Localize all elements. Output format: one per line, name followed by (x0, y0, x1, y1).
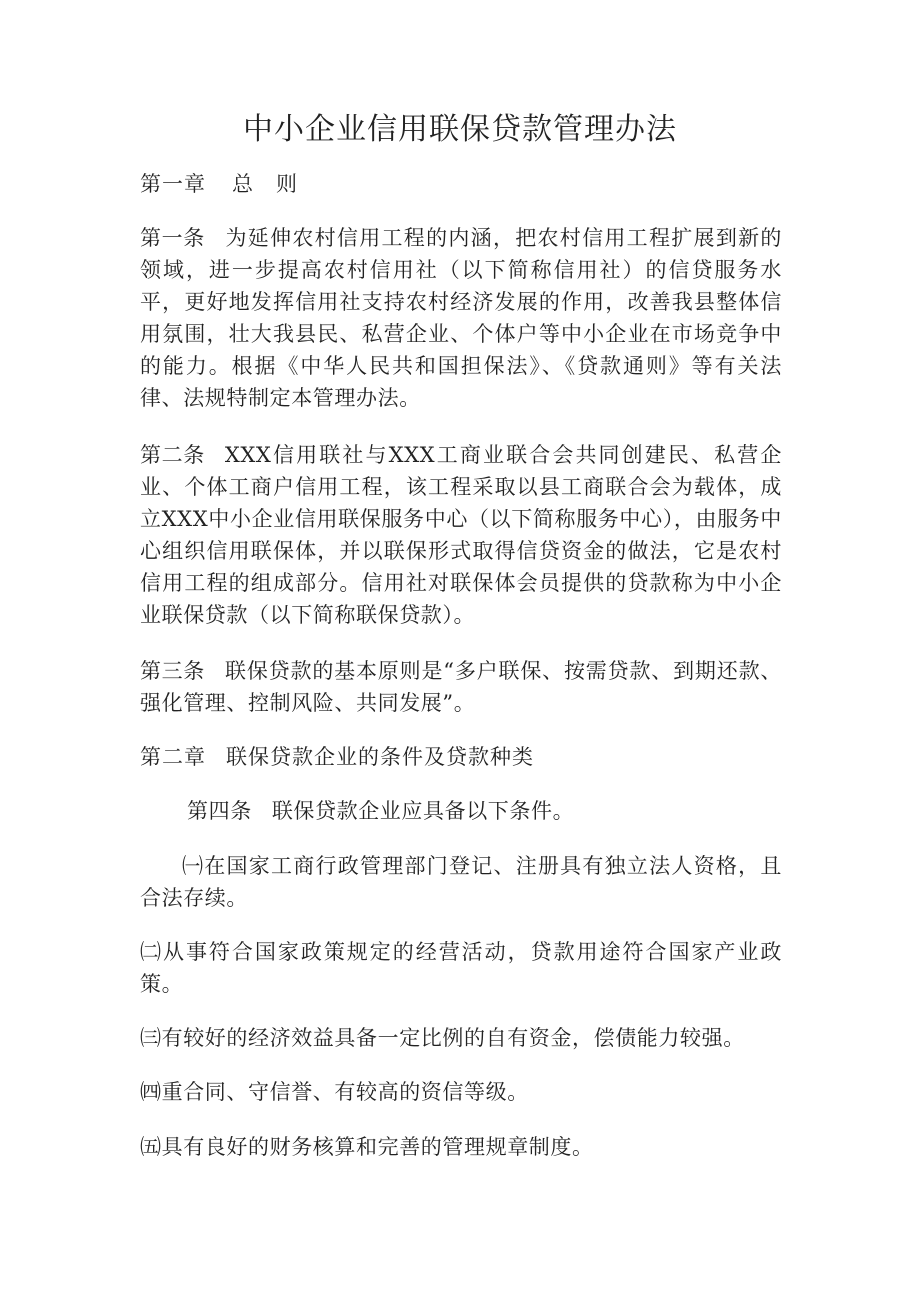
list-item: ㈠在国家工商行政管理部门登记、注册具有独立法人资格，且合法存续。 (140, 854, 782, 910)
article-4 (140, 795, 782, 827)
chapter-2-name: 联保贷款企业的条件及贷款种类 (226, 745, 534, 769)
list-item: ㈢有较好的经济效益具备一定比例的自有资金，偿债能力较强。 (140, 1026, 745, 1050)
article-4-text: 联保贷款企业应具备以下条件。 (271, 799, 575, 823)
list-item: ㈣重合同、守信誉、有较高的资信等级。 (140, 1080, 529, 1104)
chapter-1-heading (140, 168, 782, 200)
article-1-text: 为延伸农村信用工程的内涵，把农村信用工程扩展到新的领域，进一步提高农村信用社（以下简称信用社）的信贷服务水平，更好地发挥信用社支持农村经济发展的作用，改善我县整体信用氛围，壮大我县民、私营企业、个体户等中小企业在市场竞争中的能力。根据《中华人民共和国担保法》、《贷款通则》等有关法律、法规特制定本管理办法。 (140, 226, 782, 410)
list-item: ㈤具有良好的财务核算和完善的管理规章制度。 (140, 1135, 594, 1159)
article-2-label: 第二条 (140, 443, 205, 467)
chapter-2-label: 第二章 (140, 745, 206, 769)
chapter-1-name: 总 则 (232, 172, 298, 196)
article-2-text: XXX信用联社与XXX工商业联合会共同创建民、私营企业、个体工商户信用工程，该工程采取以县工商联合会为载体，成立XXX中小企业信用联保服务中心（以下简称服务中心），由服务中心组织信用联保体，并以联保形式取得信贷资金的做法，它是农村信用工程的组成部分。信用社对联保体会员提供的贷款称为中小企业联保贷款（以下简称联保贷款）。 (140, 443, 782, 627)
list-item: ㈡从事符合国家政策规定的经营活动，贷款用途符合国家产业政策。 (140, 940, 782, 996)
article-4-label: 第四条 (187, 799, 252, 823)
article-2 (140, 439, 782, 631)
article-3 (140, 655, 782, 719)
chapter-1-label: 第一章 (140, 172, 206, 196)
article-3-text: 联保贷款的基本原则是“多户联保、按需贷款、到期还款、强化管理、控制风险、共同发展”。 (140, 659, 782, 715)
article-3-label: 第三条 (140, 659, 205, 683)
document-title: 中小企业信用联保贷款管理办法 (243, 112, 677, 147)
article-1 (140, 222, 782, 414)
article-1-label: 第一条 (140, 226, 205, 250)
chapter-2-heading (140, 741, 782, 773)
